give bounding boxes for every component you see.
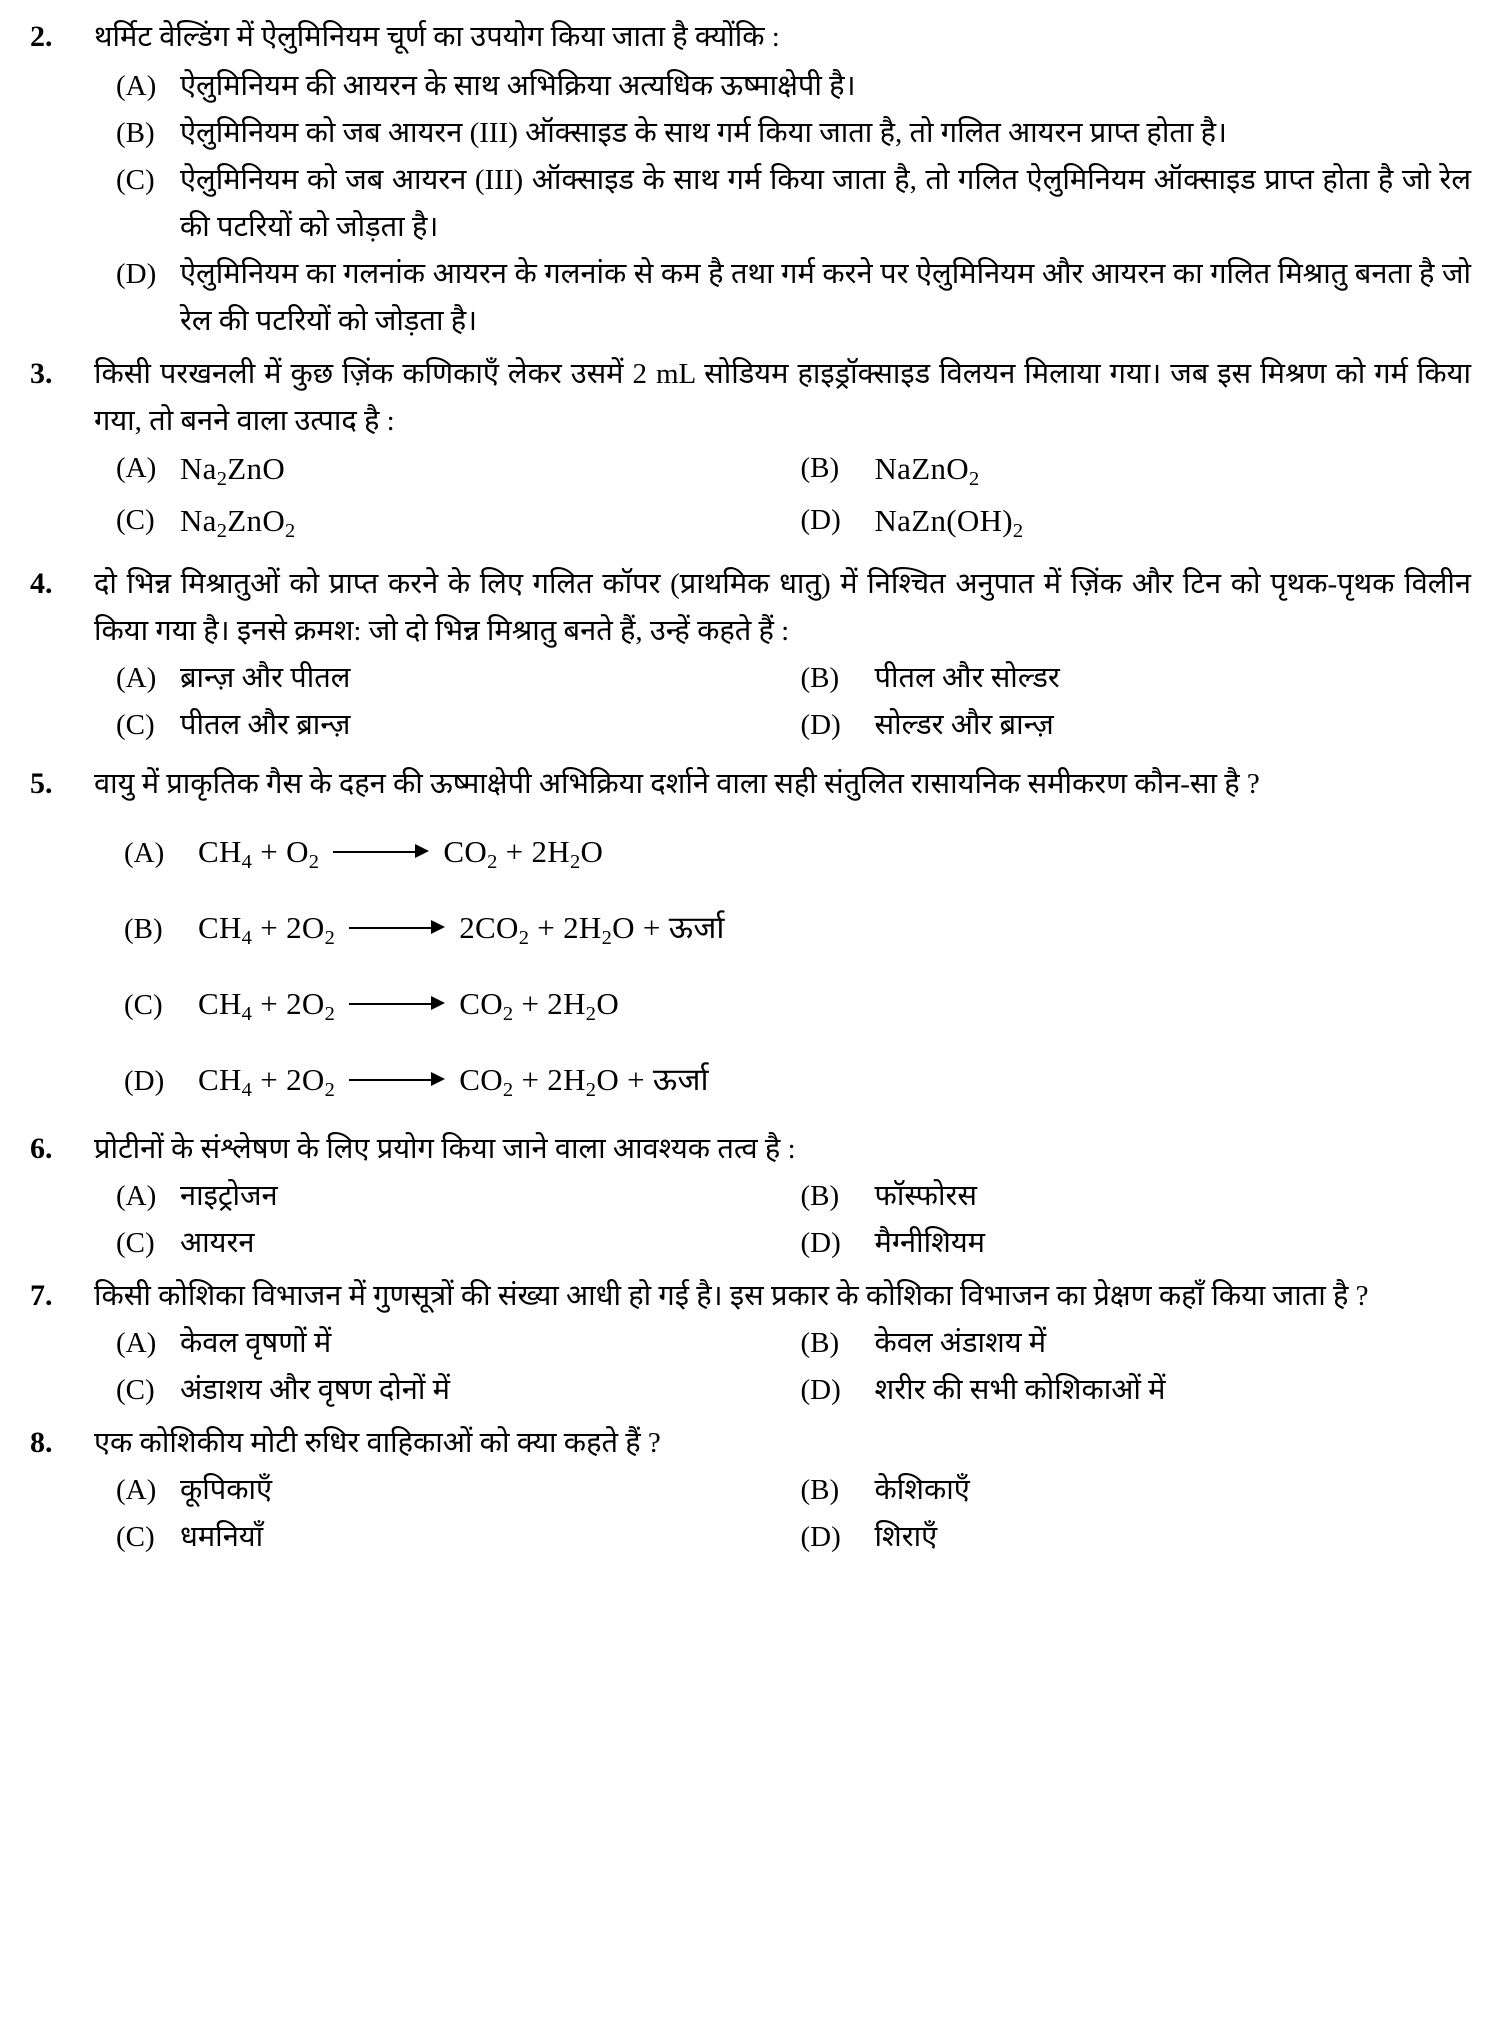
option-text: धमनियाँ xyxy=(180,1521,264,1553)
option-label: (C) xyxy=(124,989,163,1021)
option-row[interactable] xyxy=(94,816,1471,892)
option-text: पीतल और सोल्डर xyxy=(874,662,1060,694)
option-label: (D) xyxy=(800,1521,841,1553)
option-label: (C) xyxy=(116,1521,155,1553)
option-equation: $CH_4 + 2O_2$ $CO_2 + 2H_2O$ xyxy=(198,986,620,1025)
option-label: (A) xyxy=(116,70,157,102)
option-row[interactable] xyxy=(94,110,1471,157)
option-cell[interactable] xyxy=(94,497,783,549)
question-4 xyxy=(22,561,1471,749)
question-8-number: 8. xyxy=(30,1426,53,1459)
option-equation: $CH_4 + 2O_2$ $CO_2 + 2H_2O$ + ऊर्जा xyxy=(198,1062,709,1101)
option-text: केवल वृषणों में xyxy=(180,1327,332,1359)
option-cell[interactable] xyxy=(783,1467,1472,1514)
option-text: पीतल और ब्रान्ज़ xyxy=(180,709,351,741)
option-cell[interactable] xyxy=(94,1514,783,1561)
option-cell[interactable] xyxy=(94,1320,783,1367)
option-label: (D) xyxy=(800,504,841,536)
option-label: (A) xyxy=(116,452,157,484)
option-label: (A) xyxy=(116,1474,157,1506)
question-5-options xyxy=(94,816,1471,1120)
question-7-number: 7. xyxy=(30,1279,53,1312)
option-cell[interactable] xyxy=(783,702,1472,749)
option-text: ब्रान्ज़ और पीतल xyxy=(180,662,351,694)
option-text: ऐलुमिनियम को जब आयरन (III) ऑक्साइड के साथ गर्म किया जाता है, तो गलित आयरन प्राप्त होता है। xyxy=(180,117,1228,149)
question-8-options xyxy=(94,1467,1471,1561)
option-cell[interactable] xyxy=(783,497,1472,549)
option-text: सोल्डर और ब्रान्ज़ xyxy=(874,709,1054,741)
option-cell[interactable] xyxy=(94,1467,783,1514)
option-formula: $NaZn(OH)_2$ xyxy=(874,503,1024,542)
option-cell[interactable] xyxy=(783,1320,1472,1367)
option-row[interactable] xyxy=(94,892,1471,968)
option-row[interactable] xyxy=(94,968,1471,1044)
question-3-options xyxy=(94,445,1471,549)
option-label: (B) xyxy=(800,1474,840,1506)
option-row[interactable] xyxy=(94,1044,1471,1120)
option-label: (A) xyxy=(116,1327,157,1359)
option-cell[interactable] xyxy=(94,1220,783,1267)
question-2-options xyxy=(94,63,1471,345)
option-row[interactable] xyxy=(94,157,1471,251)
option-text: ऐलुमिनियम को जब आयरन (III) ऑक्साइड के साथ गर्म किया जाता है, तो गलित ऐलुमिनियम ऑक्साइड प्राप्त होता है जो रेल की पटरियों को जोड़ता है। xyxy=(180,164,1471,243)
option-cell[interactable] xyxy=(783,1220,1472,1267)
option-cell[interactable] xyxy=(783,1173,1472,1220)
option-label: (C) xyxy=(116,1374,155,1406)
question-7-options xyxy=(94,1320,1471,1414)
option-label: (C) xyxy=(116,504,155,536)
question-5-stem: वायु में प्राकृतिक गैस के दहन की ऊष्माक्षेपी अभिक्रिया दर्शाने वाला सही संतुलित रासायनिक समीकरण कौन-सा है ? xyxy=(94,768,1260,800)
question-2 xyxy=(22,14,1471,345)
option-label: (B) xyxy=(800,452,840,484)
question-5-number: 5. xyxy=(30,767,53,800)
option-text: नाइट्रोजन xyxy=(180,1180,278,1212)
option-cell[interactable] xyxy=(783,1367,1472,1414)
option-label: (B) xyxy=(800,662,840,694)
option-text: केशिकाएँ xyxy=(874,1474,970,1506)
option-cell[interactable] xyxy=(783,1514,1472,1561)
option-equation: $CH_4 + O_2$ $CO_2 + 2H_2O$ xyxy=(198,834,604,873)
option-cell[interactable] xyxy=(94,1367,783,1414)
option-text: ऐलुमिनियम का गलनांक आयरन के गलनांक से कम है तथा गर्म करने पर ऐलुमिनियम और आयरन का गलित मिश्रातु बनता है जो रेल की पटरियों को जोड़ता है। xyxy=(180,258,1471,337)
option-label: (B) xyxy=(800,1180,840,1212)
option-formula: NaZnO$_2$ xyxy=(874,451,980,490)
option-text: शरीर की सभी कोशिकाओं में xyxy=(874,1374,1166,1406)
option-equation: $CH_4 + 2O_2$ $2CO_2 + 2H_2O$ + ऊर्जा xyxy=(198,910,725,949)
option-formula: $Na_2ZnO$ xyxy=(180,451,286,490)
question-6-stem: प्रोटीनों के संश्लेषण के लिए प्रयोग किया जाने वाला आवश्यक तत्व है : xyxy=(94,1133,796,1165)
option-text: फॉस्फोरस xyxy=(874,1180,977,1212)
option-row[interactable] xyxy=(94,63,1471,110)
option-label: (B) xyxy=(116,117,155,149)
option-label: (A) xyxy=(124,837,165,869)
option-label: (D) xyxy=(800,1374,841,1406)
option-label: (A) xyxy=(116,662,157,694)
option-cell[interactable] xyxy=(783,655,1472,702)
option-label: (B) xyxy=(800,1327,840,1359)
option-text: कूपिकाएँ xyxy=(180,1474,273,1506)
option-text: आयरन xyxy=(180,1227,255,1259)
option-label: (D) xyxy=(800,1227,841,1259)
question-2-stem: थर्मिट वेल्डिंग में ऐलुमिनियम चूर्ण का उपयोग किया जाता है क्योंकि : xyxy=(94,21,780,53)
question-3-number: 3. xyxy=(30,357,53,390)
option-text: ऐलुमिनियम की आयरन के साथ अभिक्रिया अत्यधिक ऊष्माक्षेपी है। xyxy=(180,70,856,102)
option-formula: $Na_2ZnO_2$ xyxy=(180,503,296,542)
question-4-options xyxy=(94,655,1471,749)
option-text: केवल अंडाशय में xyxy=(874,1327,1047,1359)
option-label: (D) xyxy=(800,709,841,741)
question-6 xyxy=(22,1126,1471,1267)
option-cell[interactable] xyxy=(94,702,783,749)
option-label: (C) xyxy=(116,709,155,741)
option-text: शिराएँ xyxy=(874,1521,938,1553)
question-2-number: 2. xyxy=(30,20,53,53)
question-6-number: 6. xyxy=(30,1132,53,1165)
question-3-stem: किसी परखनली में कुछ ज़िंक कणिकाएँ लेकर उसमें 2 mL सोडियम हाइड्रॉक्साइड विलयन मिलाया गया। जब इस मिश्रण को गर्म किया गया, तो बनने वाला उत्पाद है : xyxy=(94,358,1471,437)
question-8 xyxy=(22,1420,1471,1561)
option-label: (B) xyxy=(124,913,163,945)
option-text: मैग्नीशियम xyxy=(874,1227,985,1259)
question-4-stem: दो भिन्न मिश्रातुओं को प्राप्त करने के लिए गलित कॉपर (प्राथमिक धातु) में निश्चित अनुपात में ज़िंक और टिन को पृथक-पृथक विलीन किया गया है। इनसे क्रमश: जो दो भिन्न मिश्रातु बनते हैं, उन्हें कहते हैं : xyxy=(94,568,1471,647)
option-label: (C) xyxy=(116,164,155,196)
option-cell[interactable] xyxy=(94,445,783,497)
option-label: (A) xyxy=(116,1180,157,1212)
question-7 xyxy=(22,1273,1471,1414)
question-5 xyxy=(22,761,1471,1120)
option-label: (D) xyxy=(116,258,157,290)
option-cell[interactable] xyxy=(94,1173,783,1220)
option-label: (D) xyxy=(124,1065,165,1097)
option-row[interactable] xyxy=(94,251,1471,345)
option-text: अंडाशय और वृषण दोनों में xyxy=(180,1374,450,1406)
question-8-stem: एक कोशिकीय मोटी रुधिर वाहिकाओं को क्या कहते हैं ? xyxy=(94,1427,661,1459)
option-cell[interactable] xyxy=(783,445,1472,497)
option-cell[interactable] xyxy=(94,655,783,702)
question-7-stem: किसी कोशिका विभाजन में गुणसूत्रों की संख्या आधी हो गई है। इस प्रकार के कोशिका विभाजन का प्रेक्षण कहाँ किया जाता है ? xyxy=(94,1280,1369,1312)
question-6-options xyxy=(94,1173,1471,1267)
question-4-number: 4. xyxy=(30,567,53,600)
question-3 xyxy=(22,351,1471,549)
option-label: (C) xyxy=(116,1227,155,1259)
